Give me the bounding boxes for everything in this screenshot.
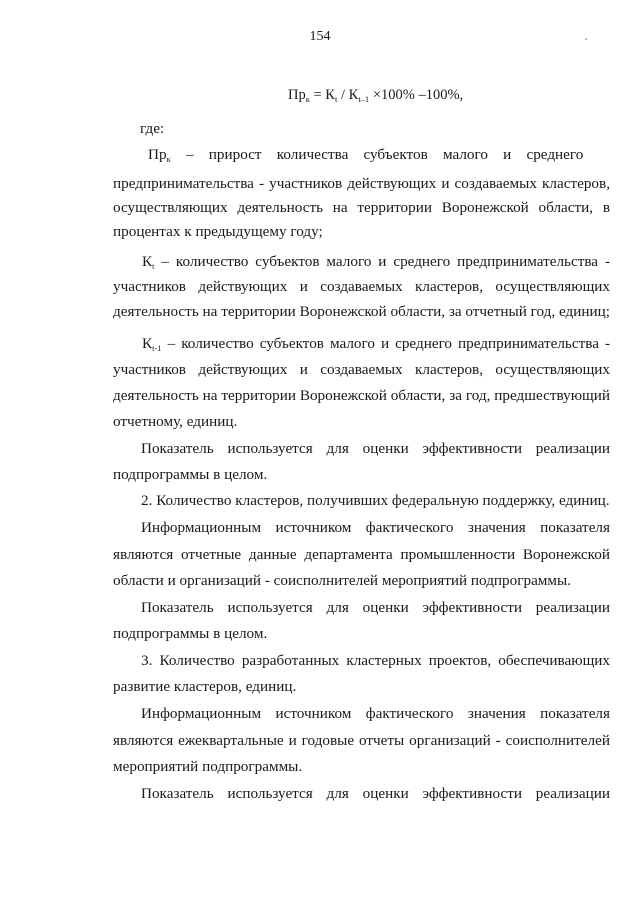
formula-lhs-sub: к [305,94,310,104]
source2-line3: области и организаций - соисполнителей мероприятий подпрограммы. [113,572,572,589]
formula-eq: = К [309,87,335,103]
formula [288,87,463,104]
usage3-line1: Показатель используется для оценки эффективности реализации [141,785,610,802]
def1-line3: осуществляющих деятельность на территории Воронежской области, в [113,199,610,216]
usage2-line2: подпрограммы в целом. [113,625,268,642]
formula-div: / К [337,87,359,103]
formula-lhs: Пр [288,87,306,103]
usage2-line1: Показатель используется для оценки эффективности реализации [141,599,610,616]
source3-line2: являются ежеквартальные и годовые отчеты организаций - соисполнителей [113,732,610,749]
def2-symbol: $К_t$ [142,253,155,271]
source2-line1: Информационным источником фактического значения показателя [141,519,610,536]
def2-line1: $К_t$ – количество субъектов малого и среднего предпринимательства - [142,253,610,271]
item2-heading: 2. Количество кластеров, получивших федеральную поддержку, единиц. [141,492,610,509]
item3-line2: развитие кластеров, единиц. [113,678,297,695]
formula-rest: ×100% –100%, [369,87,464,103]
def1-line1-text: – прирост количества субъектов малого и среднего [186,146,584,163]
item3-line1: 3. Количество разработанных кластерных проектов, обеспечивающих [141,652,610,669]
formula-t1-sub: t–1 [358,94,370,104]
def3-line3: деятельность на территории Воронежской области, за год, предшествующий [113,387,610,404]
source2-line2: являются отчетные данные департамента промышленности Воронежской [113,546,610,563]
page-number: 154 [309,29,331,44]
def2-line2: участников действующих и создаваемых кластеров, осуществляющих [113,278,610,295]
usage1-line1: Показатель используется для оценки эффективности реализации [141,440,610,457]
def3-line4: отчетному, единиц. [113,413,238,430]
where-label: где: [140,120,165,137]
scan-speck [585,38,587,40]
def3-line2: участников действующих и создаваемых кластеров, осуществляющих [113,361,610,378]
formula-t-sub: t [334,94,338,104]
def1-line4: процентах к предыдущему году; [113,223,323,240]
source3-line1: Информационным источником фактического значения показателя [141,705,610,722]
def1-symbol: $Пр_к$ [148,146,171,164]
def2-line3: деятельность на территории Воронежской области, за отчетный год, единиц; [113,303,610,320]
source3-line3: мероприятий подпрограммы. [113,758,303,775]
def3-symbol: $К_{t-1}$ [142,335,162,353]
def1-line2: предпринимательства - участников действующих и создаваемых кластеров, [113,175,610,192]
usage1-line2: подпрограммы в целом. [113,466,268,483]
def3-line1: $К_{t-1}$ – количество субъектов малого и среднего предпринимательства - [142,335,610,353]
